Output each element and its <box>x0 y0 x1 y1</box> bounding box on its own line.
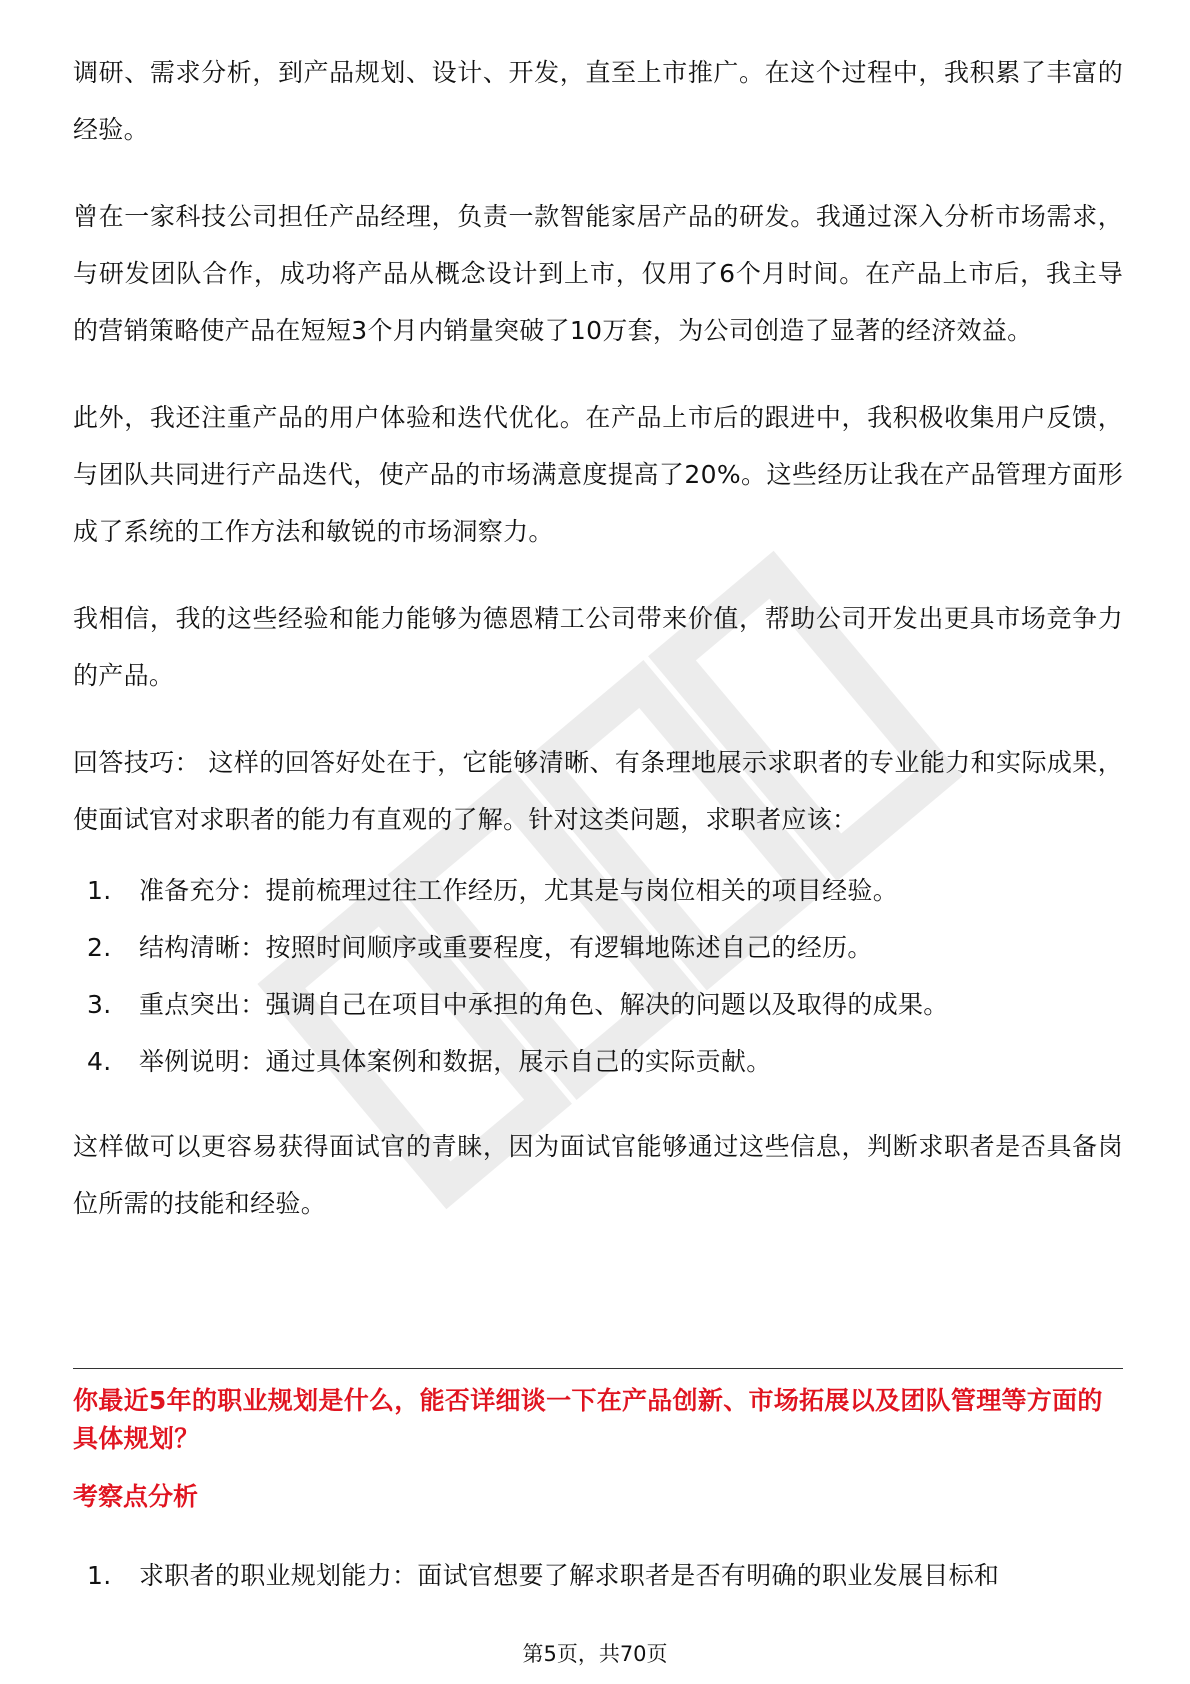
list-text: 求职者的职业规划能力：面试官想要了解求职者是否有明确的职业发展目标和 <box>139 1561 1000 1590</box>
list-number: 4. <box>87 1047 112 1076</box>
list-text: 举例说明：通过具体案例和数据，展示自己的实际贡献。 <box>139 1047 772 1076</box>
section-divider <box>73 1368 1123 1369</box>
list-number: 1. <box>87 1561 112 1590</box>
paragraph-closing: 这样做可以更容易获得面试官的青睐，因为面试官能够通过这些信息，判断求职者是否具备岗位所需的技能和经验。 <box>73 1132 1123 1218</box>
list-text: 准备充分：提前梳理过往工作经历，尤其是与岗位相关的项目经验。 <box>139 876 899 905</box>
page-footer: 第5页，共70页 <box>522 1642 668 1666</box>
list-item <box>73 1033 1123 1090</box>
paragraph-experience-detail: 曾在一家科技公司担任产品经理，负责一款智能家居产品的研发。我通过深入分析市场需求，与研发团队合作，成功将产品从概念设计到上市，仅用了6个月时间。在产品上市后，我主导的营销策略使产品在短短3个月内销量突破了10万套，为公司创造了显著的经济效益。 <box>73 202 1123 345</box>
list-number: 3. <box>87 990 112 1019</box>
list-item <box>73 976 1123 1033</box>
list-number: 1. <box>87 876 112 905</box>
paragraph-experience-intro: 调研、需求分析，到产品规划、设计、开发，直至上市推广。在这个过程中，我积累了丰富的经验。 <box>73 58 1123 144</box>
list-text: 结构清晰：按照时间顺序或重要程度，有逻辑地陈述自己的经历。 <box>139 933 873 962</box>
list-number: 2. <box>87 933 112 962</box>
list-item <box>73 919 1123 976</box>
tips-list <box>73 862 1123 1090</box>
paragraph-value: 我相信，我的这些经验和能力能够为德恩精工公司带来价值，帮助公司开发出更具市场竞争力的产品。 <box>73 604 1123 690</box>
list-text: 重点突出：强调自己在项目中承担的角色、解决的问题以及取得的成果。 <box>139 990 949 1019</box>
analysis-heading: 考察点分析 <box>73 1482 199 1511</box>
list-item <box>73 1547 1123 1604</box>
paragraph-user-experience: 此外，我还注重产品的用户体验和迭代优化。在产品上市后的跟进中，我积极收集用户反馈，与团队共同进行产品迭代，使产品的市场满意度提高了20%。这些经历让我在产品管理方面形成了系统的工作方法和敏锐的市场洞察力。 <box>73 403 1123 546</box>
analysis-list <box>73 1547 1123 1604</box>
paragraph-answer-tips: 回答技巧： 这样的回答好处在于，它能够清晰、有条理地展示求职者的专业能力和实际成果，使面试官对求职者的能力有直观的了解。针对这类问题，求职者应该： <box>73 748 1123 834</box>
list-item <box>73 862 1123 919</box>
body-content <box>73 44 1123 1262</box>
question-heading: 你最近5年的职业规划是什么，能否详细谈一下在产品创新、市场拓展以及团队管理等方面的具体规划？ <box>73 1386 1103 1453</box>
